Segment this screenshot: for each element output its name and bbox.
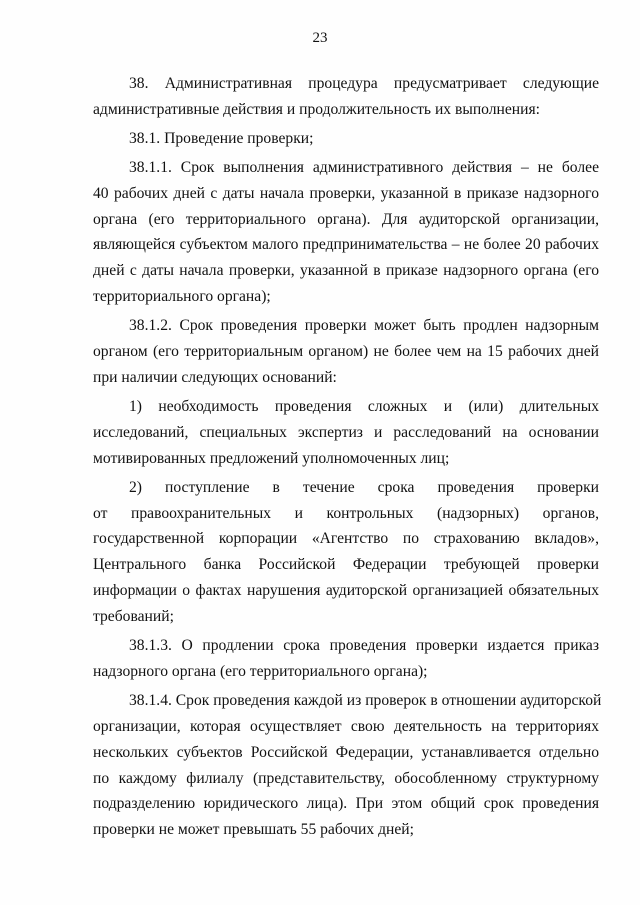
text-line: 1) необходимость проведения сложных и (или) длительных [129,397,599,415]
text-line: государственной корпорации «Агентство по страхованию вкладов», [93,530,599,548]
document-body [93,71,602,846]
text-line: нескольких субъектов Российской Федерации, устанавливается отдельно [93,743,599,761]
text-line: органом (его территориальным органом) не более чем на 15 рабочих дней [93,343,599,361]
text-line: 38. Административная процедура предусматривает следующие [129,75,599,92]
paragraph-38-1-2 [93,313,599,391]
text-line: Центрального банка Российской Федерации требующей проверки [93,556,599,574]
text-line: надзорного органа (его территориального органа); [93,662,428,680]
text-line: 38.1. Проведение проверки; [129,129,314,147]
text-line: 38.1.1. Срок выполнения административного действия – не более [129,158,599,176]
text-line: организации, которая осуществляет свою деятельность на территориях [93,717,599,735]
text-line: по каждому филиалу (представительству, обособленному структурному [93,769,599,787]
text-line: от правоохранительных и контрольных (надзорных) органов, [93,504,599,522]
text-line: требований; [93,608,174,626]
text-line: 38.1.4. Срок проведения каждой из проверок в отношении аудиторской [129,691,602,709]
text-line: подразделению юридического лица). При этом общий срок проведения [93,795,599,813]
text-line: 38.1.3. О продлении срока проведения проверки издается приказ [129,637,599,655]
paragraph-38-1 [93,126,599,152]
text-line: являющейся субъектом малого предпринимательства – не более 20 рабочих [93,236,599,254]
text-line: исследований, специальных экспертиз и расследований на основании [93,423,599,441]
text-line: при наличии следующих оснований: [93,368,337,386]
text-line: проверки не может превышать 55 рабочих дней; [93,821,414,839]
text-line: органа (его территориального органа). Для аудиторской организации, [93,210,599,228]
list-item-1 [93,394,599,472]
text-line: 38.1.2. Срок проведения проверки может быть продлен надзорным [129,317,599,335]
text-line: территориального органа); [93,288,271,306]
paragraph-38 [93,71,599,123]
text-line: мотивированных предложений уполномоченных лиц; [93,449,450,467]
paragraph-38-1-1 [93,155,599,310]
paragraph-38-1-3 [93,633,599,685]
text-line: административные действия и продолжительность их выполнения: [93,100,541,118]
text-line: 2) поступление в течение срока проведения проверки [129,478,599,496]
page-number: 23 [312,30,328,46]
paragraph-38-1-4 [93,688,602,843]
list-item-2 [93,475,599,630]
text-line: информации о фактах нарушения аудиторской организацией обязательных [93,582,599,600]
text-line: 40 рабочих дней с даты начала проверки, указанной в приказе надзорного [93,184,599,202]
text-line: дней с даты начала проверки, указанной в приказе надзорного органа (его [93,262,599,280]
